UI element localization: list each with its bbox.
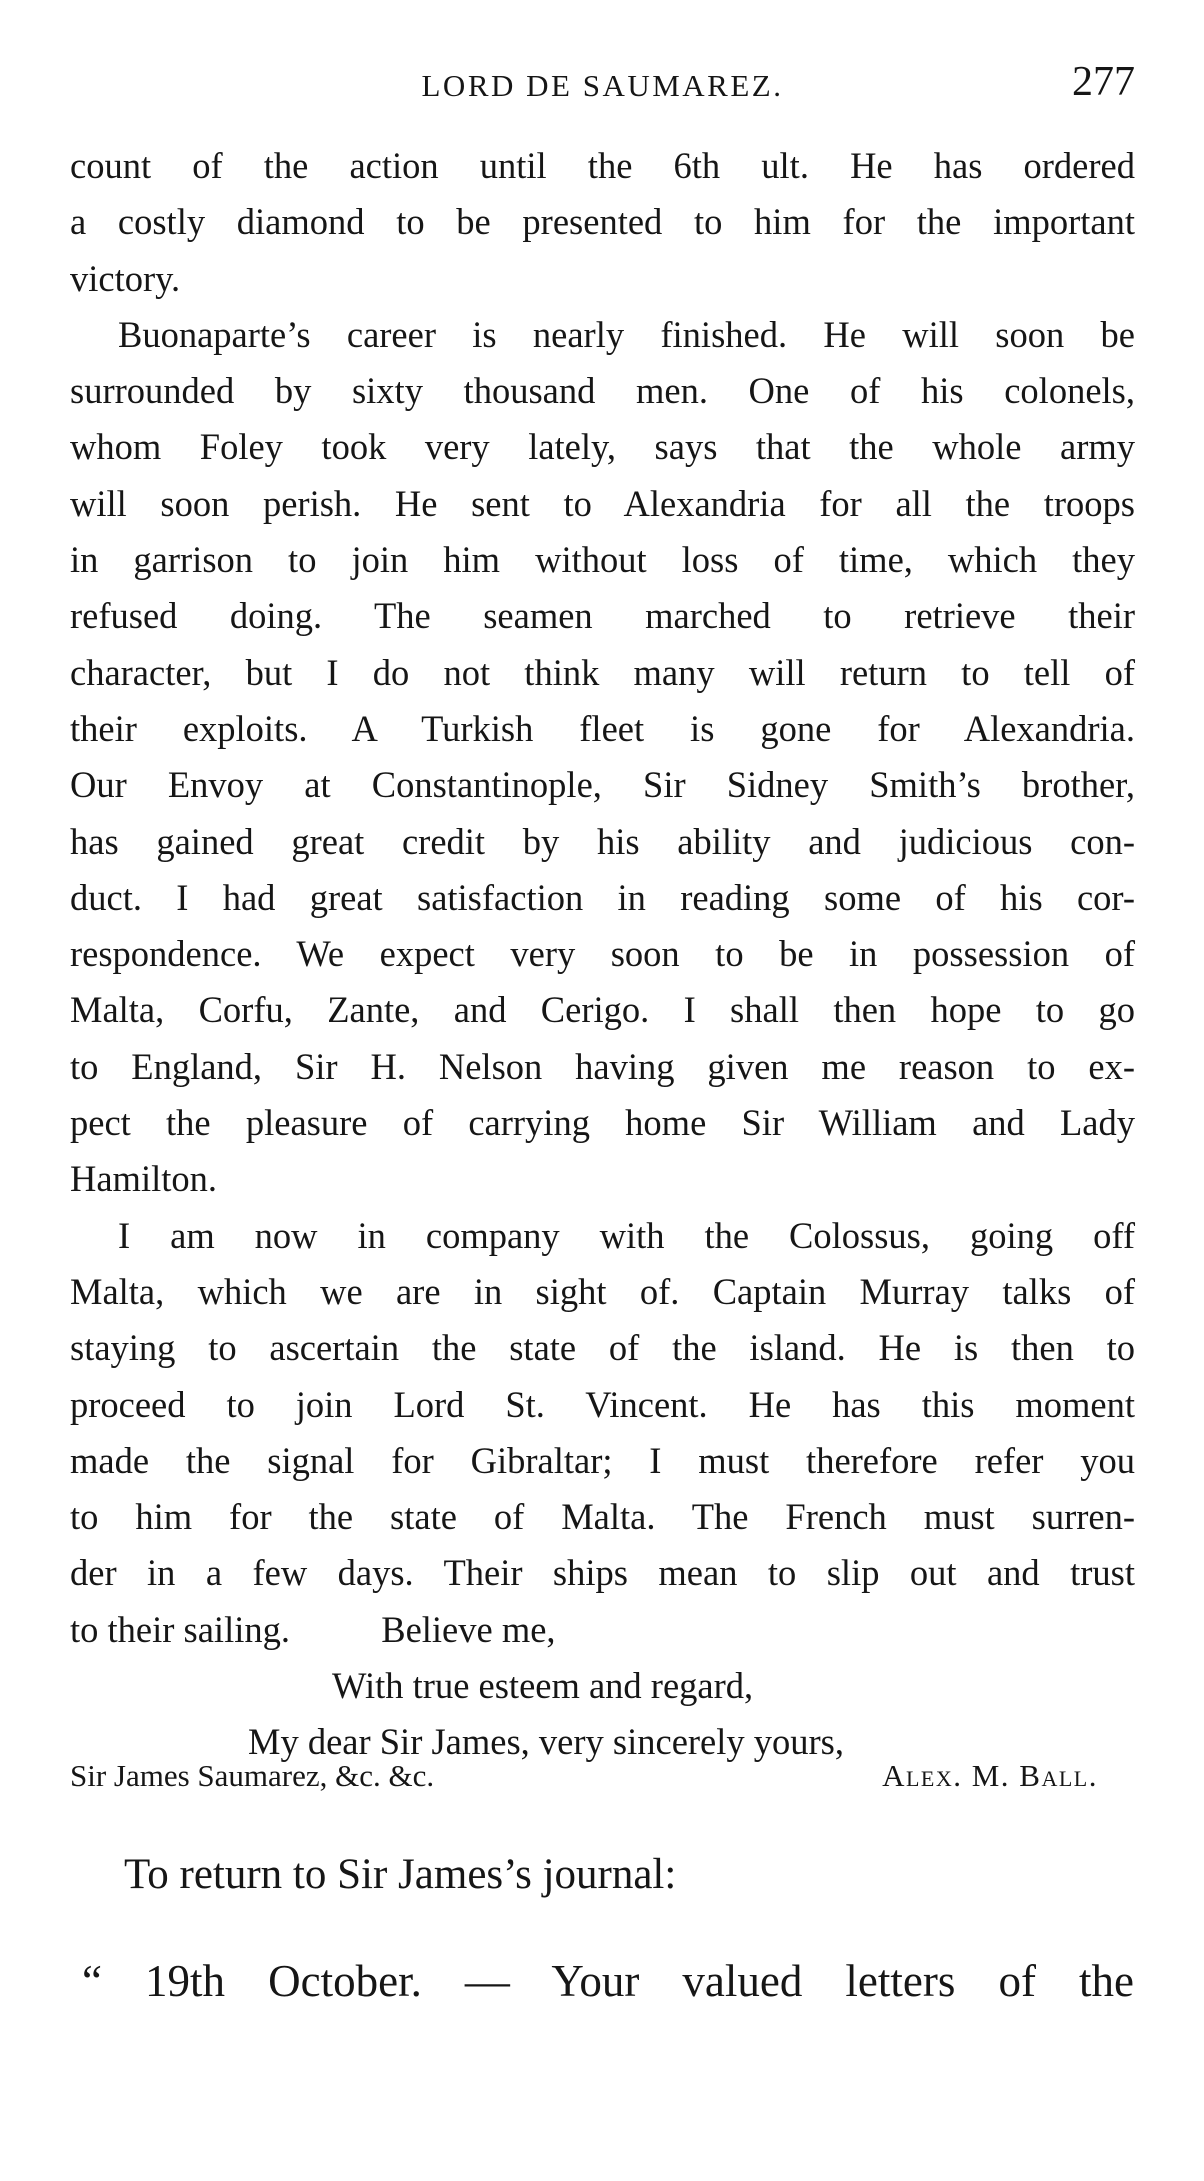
text-line: Our Envoy at Constantinople, Sir Sidney Smith’s brother, <box>70 764 1135 806</box>
text-line: Hamilton. <box>70 1158 217 1200</box>
text-line: in garrison to join him without loss of time, which they <box>70 539 1135 581</box>
text-line: a costly diamond to be presented to him for the important <box>70 201 1135 243</box>
text-line: to him for the state of Malta. The French must surren- <box>70 1496 1135 1538</box>
text-line: der in a few days. Their ships mean to slip out and trust <box>70 1552 1135 1594</box>
text-line: respondence. We expect very soon to be in possession of <box>70 933 1135 975</box>
text-line: has gained great credit by his ability and judicious con- <box>70 820 1135 862</box>
paragraph-start-line: I am now in company with the Colossus, going off <box>118 1214 1135 1256</box>
text-line: Malta, Corfu, Zante, and Cerigo. I shall then hope to go <box>70 989 1135 1031</box>
page-number: 277 <box>1072 59 1135 105</box>
text-line: victory. <box>70 257 181 299</box>
text-line: Malta, which we are in sight of. Captain Murray talks of <box>70 1270 1135 1312</box>
text-line: their exploits. A Turkish fleet is gone for Alexandria. <box>70 707 1135 749</box>
text-line: surrounded by sixty thousand men. One of his colonels, <box>70 370 1135 412</box>
closing-line: My dear Sir James, very sincerely yours, <box>248 1721 845 1763</box>
text-line: whom Foley took very lately, says that the whole army <box>70 426 1135 468</box>
text-line: duct. I had great satisfaction in reading some of his cor- <box>70 876 1135 918</box>
signature: Alex. M. Ball. <box>882 1758 1098 1793</box>
text-line: count of the action until the 6th ult. He has ordered <box>70 145 1135 186</box>
letter-body <box>70 138 1135 1771</box>
text-line: made the signal for Gibraltar; I must therefore refer you <box>70 1439 1135 1481</box>
addressee: Sir James Saumarez, &c. &c. <box>70 1758 435 1793</box>
text-line: to their sailing. Believe me, <box>70 1608 556 1650</box>
text-line: will soon perish. He sent to Alexandria for all the troops <box>70 482 1135 524</box>
running-title: LORD DE SAUMAREZ. <box>421 68 784 103</box>
text-line: pect the pleasure of carrying home Sir William and Lady <box>70 1102 1135 1144</box>
text-line: proceed to join Lord St. Vincent. He has this moment <box>70 1383 1135 1425</box>
paragraph-start-line: Buonaparte’s career is nearly finished. He will soon be <box>118 313 1135 355</box>
running-head <box>70 58 1135 108</box>
resume-text: To return to Sir James’s journal: <box>124 1851 677 1898</box>
text-line: character, but I do not think many will return to tell of <box>70 651 1135 693</box>
text-line: to England, Sir H. Nelson having given me reason to ex- <box>70 1045 1135 1087</box>
text-line: refused doing. The seamen marched to retrieve their <box>70 595 1135 637</box>
closing-line: With true esteem and regard, <box>332 1665 754 1707</box>
journal-entry-start: “ 19th October. — Your valued letters of the <box>82 1956 1134 2006</box>
text-line: staying to ascertain the state of the island. He is then to <box>70 1327 1135 1369</box>
address-line <box>70 1752 1098 1802</box>
